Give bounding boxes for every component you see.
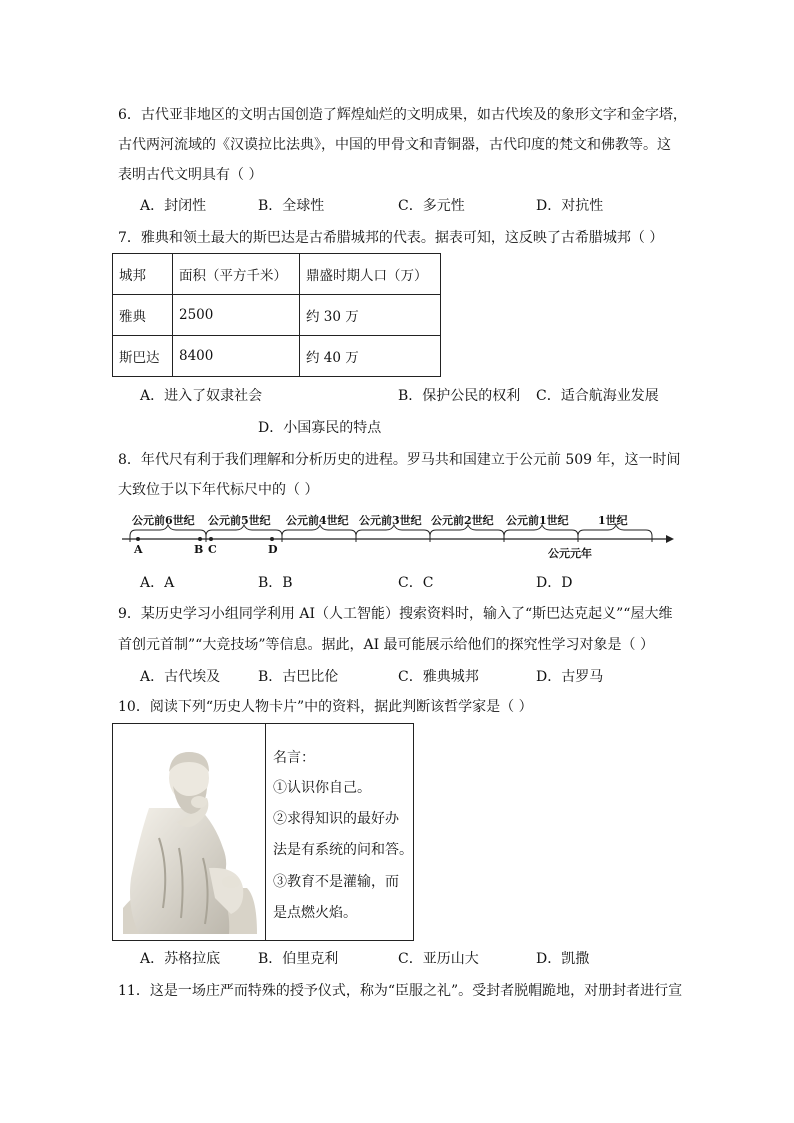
q10-option-c[interactable]: C．亚历山大 — [398, 951, 479, 967]
q8-option-c[interactable]: C．C — [398, 575, 434, 591]
timeline-segment-label: 公元前4世纪 — [286, 514, 349, 527]
timeline-segment-label: 公元前5世纪 — [208, 514, 271, 527]
card-quote-title: 名言： — [273, 750, 315, 766]
q9-option-b[interactable]: B．古巴比伦 — [258, 669, 339, 685]
timeline-segment-label: 公元前6世纪 — [132, 514, 195, 527]
card-divider — [265, 724, 266, 940]
marker-d-label: D — [268, 543, 278, 556]
timeline-segment-label: 公元前1世纪 — [506, 514, 569, 527]
q9-line-2: 首创元首制”“大竞技场”等信息。据此，AI 最可能展示给他们的探究性学习对象是（ ） — [118, 637, 655, 653]
q8-option-d[interactable]: D．D — [536, 575, 573, 591]
q9-option-c[interactable]: C．雅典城邦 — [398, 669, 479, 685]
table-header-row — [113, 254, 441, 295]
q6-option-c[interactable]: C．多元性 — [398, 198, 465, 214]
q8-line-1: 8．年代尺有利于我们理解和分析历史的进程。罗马共和国建立于公元前 509 年，这一时间 — [118, 452, 681, 468]
timeline-segment-label: 公元前3世纪 — [359, 514, 422, 527]
table-cell: 斯巴达 — [113, 336, 173, 377]
marker-a-label: A — [134, 543, 143, 556]
table-cell: 8400 — [173, 336, 300, 377]
timeline-segment-label: 公元前2世纪 — [431, 514, 494, 527]
timeline-zero-label: 公元元年 — [548, 547, 592, 560]
table-cell: 雅典 — [113, 295, 173, 336]
city-state-table — [112, 253, 441, 377]
marker-b-label: B — [194, 543, 204, 556]
timeline-brace — [282, 525, 356, 536]
table-cell: 约 40 万 — [300, 336, 441, 377]
card-quote-line: 法是有系统的问和答。 — [273, 842, 413, 858]
timeline-brace — [206, 525, 282, 536]
marker-c-label: C — [208, 543, 217, 556]
q6-line-2: 古代两河流域的《汉谟拉比法典》，中国的甲骨文和青铜器，古代印度的梵文和佛教等。这 — [118, 137, 671, 153]
timeline-brace — [356, 525, 430, 536]
q8-option-b[interactable]: B．B — [258, 575, 293, 591]
q6-option-d[interactable]: D．对抗性 — [536, 198, 604, 214]
q7-option-c[interactable]: C．适合航海业发展 — [536, 388, 659, 404]
marker-b-dot — [198, 537, 202, 541]
table-cell: 约 30 万 — [300, 295, 441, 336]
table-header-cell: 面积（平方千米） — [173, 254, 300, 295]
q10-option-d[interactable]: D．凯撒 — [536, 951, 590, 967]
marker-c-dot — [209, 537, 213, 541]
q6-line-1: 6．古代亚非地区的文明古国创造了辉煌灿烂的文明成果，如古代埃及的象形文字和金字塔， — [118, 107, 687, 123]
history-figure-card — [112, 723, 414, 941]
marker-d-dot — [270, 537, 274, 541]
timeline-brace — [130, 525, 206, 536]
timeline-brace — [430, 525, 504, 536]
card-quote-line: 是点燃火焰。 — [273, 905, 357, 921]
q6-line-3: 表明古代文明具有（ ） — [118, 167, 263, 183]
card-quote-line: ①认识你自己。 — [273, 780, 371, 796]
card-quote-line: ②求得知识的最好办 — [273, 811, 399, 827]
card-quote-line: ③教育不是灌输，而 — [273, 874, 399, 890]
q7-option-d[interactable]: D．小国寡民的特点 — [258, 420, 382, 436]
q9-line-1: 9．某历史学习小组同学利用 AI（人工智能）搜索资料时，输入了“斯巴达克起义”“屋大维 — [118, 606, 673, 622]
marker-a-dot — [136, 537, 140, 541]
table-header-cell: 鼎盛时期人口（万） — [300, 254, 441, 295]
q6-option-b[interactable]: B．全球性 — [258, 198, 325, 214]
table-row — [113, 295, 441, 336]
q10-option-a[interactable]: A．苏格拉底 — [140, 951, 221, 967]
q10-option-b[interactable]: B．伯里克利 — [258, 951, 339, 967]
table-row — [113, 336, 441, 377]
q6-option-a[interactable]: A．封闭性 — [140, 198, 207, 214]
table-cell: 2500 — [173, 295, 300, 336]
q7-option-a[interactable]: A．进入了奴隶社会 — [140, 388, 263, 404]
timeline-brace — [504, 525, 578, 536]
q7-option-b[interactable]: B．保护公民的权利 — [398, 388, 521, 404]
socrates-statue-image — [119, 738, 261, 934]
q7-stem: 7．雅典和领土最大的斯巴达是古希腊城邦的代表。据表可知，这反映了古希腊城邦（ ） — [118, 230, 664, 246]
q11-line-1: 11．这是一场庄严而特殊的授予仪式，称为“臣服之礼”。受封者脱帽跪地，对册封者进行宣 — [118, 983, 683, 999]
timeline-ruler — [118, 508, 678, 562]
q10-stem: 10．阅读下列“历史人物卡片”中的资料，据此判断该哲学家是（ ） — [118, 699, 533, 715]
timeline-arrowhead — [666, 535, 674, 543]
timeline-segment-label: 1世纪 — [598, 514, 628, 527]
table-header-cell: 城邦 — [113, 254, 173, 295]
timeline-brace — [578, 525, 652, 536]
q9-option-a[interactable]: A．古代埃及 — [140, 669, 221, 685]
q9-option-d[interactable]: D．古罗马 — [536, 669, 604, 685]
q8-option-a[interactable]: A．A — [140, 575, 175, 591]
q8-line-2: 大致位于以下年代标尺中的（ ） — [118, 482, 319, 498]
